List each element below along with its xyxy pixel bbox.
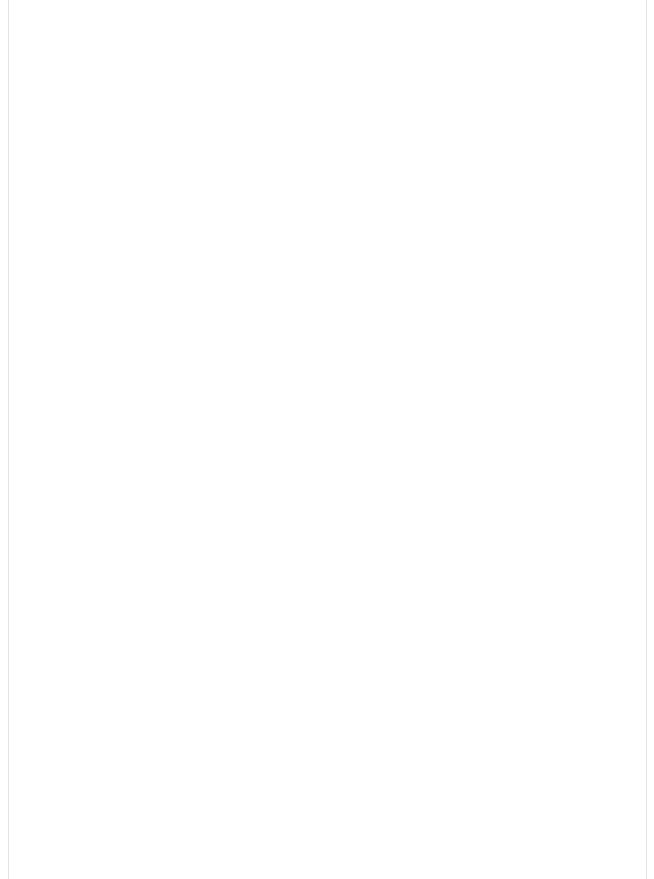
dp-grid-t2 — [0, 619, 654, 749]
dp-grid-t1 — [0, 480, 654, 610]
timing-diagram — [0, 0, 654, 310]
description-paragraph — [99, 329, 552, 347]
